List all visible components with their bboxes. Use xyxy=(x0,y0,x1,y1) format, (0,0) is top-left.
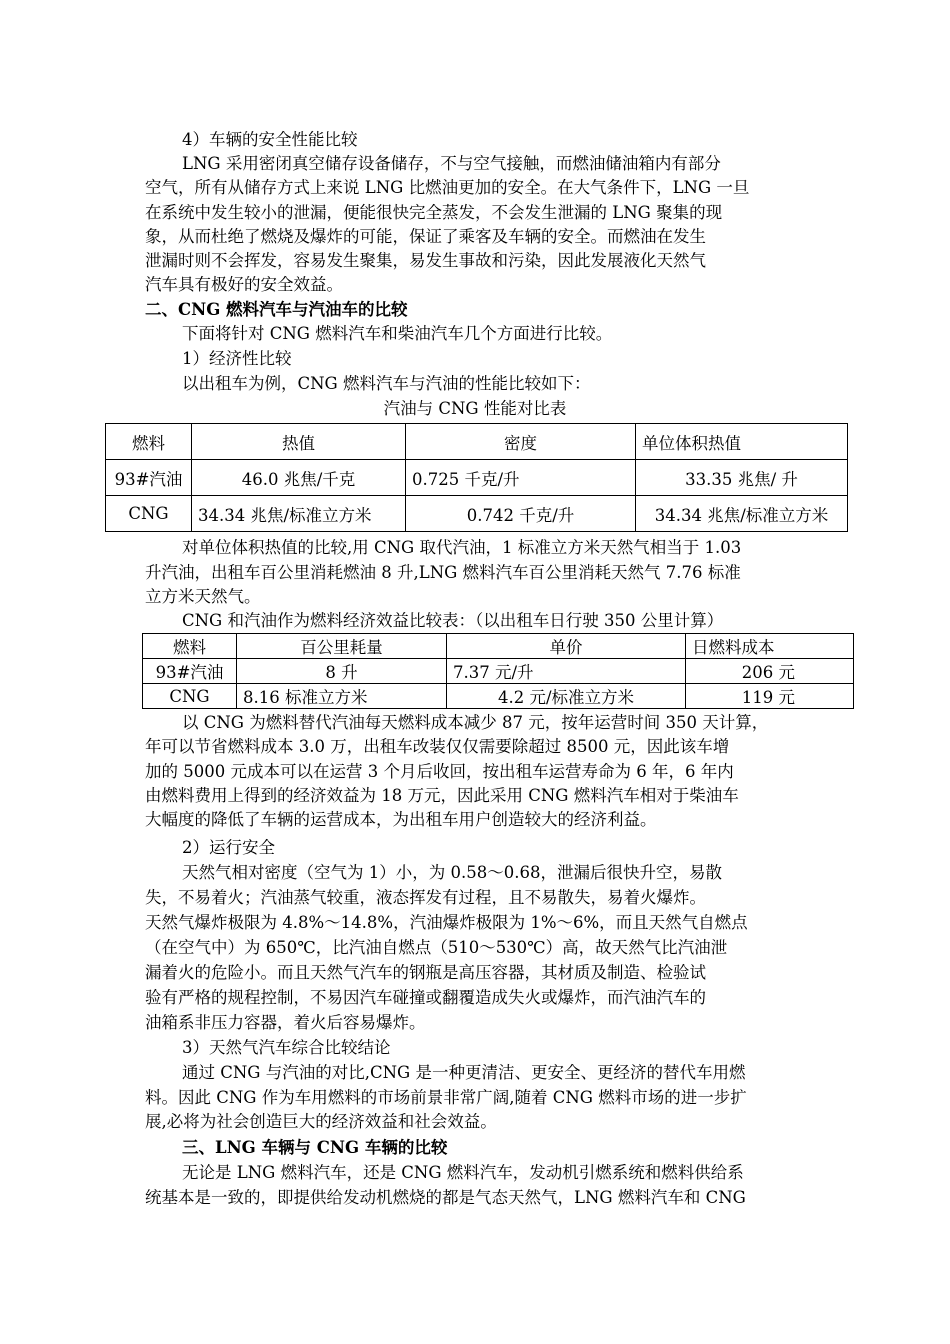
paragraph-line: 大幅度的降低了车辆的运营成本，为出租车用户创造较大的经济利益。 xyxy=(145,810,657,829)
paragraph-line: 以出租车为例，CNG 燃料汽车与汽油的性能比较如下： xyxy=(182,374,591,393)
paragraph-line: 漏着火的危险小。而且天然气汽车的钢瓶是高压容器，其材质及制造、检验试 xyxy=(145,963,706,982)
economic-comparison-table xyxy=(142,633,854,709)
table-cell: 93#汽油 xyxy=(143,659,237,684)
paragraph-line: 由燃料费用上得到的经济效益为 18 万元，因此采用 CNG 燃料汽车相对于柴油车 xyxy=(145,786,739,805)
section-title: 二、CNG 燃料汽车与汽油车的比较 xyxy=(145,300,408,319)
paragraph-line: 通过 CNG 与汽油的对比,CNG 是一种更清洁、更安全、更经济的替代车用燃 xyxy=(182,1063,746,1082)
paragraph-line: 天然气爆炸极限为 4.8%～14.8%，汽油爆炸极限为 1%～6%，而且天然气自燃点 xyxy=(145,913,748,932)
subheading-conclusion: 3）天然气汽车综合比较结论 xyxy=(182,1038,391,1057)
table-header-row xyxy=(143,634,854,659)
table-cell: 119 元 xyxy=(686,684,854,709)
paragraph-line: 验有严格的规程控制，不易因汽车碰撞或翻覆造成失火或爆炸，而汽油汽车的 xyxy=(145,988,706,1007)
paragraph-line: LNG 采用密闭真空储存设备储存，不与空气接触，而燃油储油箱内有部分 xyxy=(182,154,721,173)
table-row xyxy=(106,460,848,496)
paragraph-line: 油箱系非压力容器，着火后容易爆炸。 xyxy=(145,1013,426,1032)
paragraph-line: 无论是 LNG 燃料汽车，还是 CNG 燃料汽车，发动机引燃系统和燃料供给系 xyxy=(182,1163,744,1182)
paragraph-line: 展,必将为社会创造巨大的经济效益和社会效益。 xyxy=(145,1112,497,1131)
table-row xyxy=(143,684,854,709)
table-cell: 0.725 千克/升 xyxy=(406,460,636,496)
table-cell: CNG xyxy=(106,496,192,532)
paragraph-line: 升汽油，出租车百公里消耗燃油 8 升,LNG 燃料汽车百公里消耗天然气 7.76 标准 xyxy=(145,563,741,582)
table-cell: 8 升 xyxy=(237,659,447,684)
table-header-row xyxy=(106,424,848,460)
table-header-cell: 燃料 xyxy=(106,424,192,460)
table-cell: 46.0 兆焦/千克 xyxy=(192,460,406,496)
paragraph-line: 年可以节省燃料成本 3.0 万，出租车改装仅仅需要除超过 8500 元，因此该车增 xyxy=(145,737,730,756)
paragraph-line: 天然气相对密度（空气为 1）小，为 0.58～0.68，泄漏后很快升空，易散 xyxy=(182,863,722,882)
table-header-cell: 单位体积热值 xyxy=(636,424,848,460)
paragraph-line: 汽车具有极好的安全效益。 xyxy=(145,275,343,294)
paragraph-line: 下面将针对 CNG 燃料汽车和柴油汽车几个方面进行比较。 xyxy=(182,324,613,343)
table-header-cell: 日燃料成本 xyxy=(686,634,854,659)
table-row xyxy=(106,496,848,532)
table-caption: 汽油与 CNG 性能对比表 xyxy=(383,399,567,418)
table-row xyxy=(143,659,854,684)
table-header-cell: 百公里耗量 xyxy=(237,634,447,659)
table-header-cell: 热值 xyxy=(192,424,406,460)
table-caption: CNG 和汽油作为燃料经济效益比较表：（以出租车日行驶 350 公里计算） xyxy=(182,611,724,630)
paragraph-line: 泄漏时则不会挥发，容易发生聚集，易发生事故和污染，因此发展液化天然气 xyxy=(145,251,706,270)
section-title: 三、LNG 车辆与 CNG 车辆的比较 xyxy=(182,1138,448,1157)
paragraph-line: 加的 5000 元成本可以在运营 3 个月后收回，按出租车运营寿命为 6 年，6 年内 xyxy=(145,762,734,781)
table-cell: 33.35 兆焦/ 升 xyxy=(636,460,848,496)
table-cell: 206 元 xyxy=(686,659,854,684)
paragraph-line: 空气，所有从储存方式上来说 LNG 比燃油更加的安全。在大气条件下，LNG 一旦 xyxy=(145,178,750,197)
paragraph-line: 料。因此 CNG 作为车用燃料的市场前景非常广阔,随着 CNG 燃料市场的进一步扩 xyxy=(145,1088,747,1107)
table-header-cell: 密度 xyxy=(406,424,636,460)
paragraph-line: （在空气中）为 650℃，比汽油自燃点（510～530℃）高，故天然气比汽油泄 xyxy=(145,938,728,957)
subheading-safety: 4）车辆的安全性能比较 xyxy=(182,130,358,149)
table-cell: 34.34 兆焦/标准立方米 xyxy=(636,496,848,532)
table-cell: 8.16 标准立方米 xyxy=(237,684,447,709)
paragraph-line: 对单位体积热值的比较,用 CNG 取代汽油，1 标准立方米天然气相当于 1.03 xyxy=(182,538,742,557)
paragraph-line: 以 CNG 为燃料替代汽油每天燃料成本减少 87 元，按年运营时间 350 天计算， xyxy=(182,713,769,732)
table-header-cell: 燃料 xyxy=(143,634,237,659)
performance-comparison-table xyxy=(105,423,848,532)
paragraph-line: 失，不易着火；汽油蒸气较重，液态挥发有过程，且不易散失，易着火爆炸。 xyxy=(145,888,706,907)
table-cell: 7.37 元/升 xyxy=(447,659,686,684)
paragraph-line: 统基本是一致的，即提供给发动机燃烧的都是气态天然气，LNG 燃料汽车和 CNG xyxy=(145,1188,746,1207)
subheading-economy: 1）经济性比较 xyxy=(182,349,292,368)
table-cell: 34.34 兆焦/标准立方米 xyxy=(192,496,406,532)
paragraph-line: 立方米天然气。 xyxy=(145,587,261,606)
paragraph-line: 在系统中发生较小的泄漏，便能很快完全蒸发，不会发生泄漏的 LNG 聚集的现 xyxy=(145,203,723,222)
table-cell: 93#汽油 xyxy=(106,460,192,496)
table-cell: 4.2 元/标准立方米 xyxy=(447,684,686,709)
table-cell: 0.742 千克/升 xyxy=(406,496,636,532)
table-header-cell: 单价 xyxy=(447,634,686,659)
subheading-operation-safety: 2）运行安全 xyxy=(182,838,275,857)
paragraph-line: 象，从而杜绝了燃烧及爆炸的可能，保证了乘客及车辆的安全。而燃油在发生 xyxy=(145,227,706,246)
table-cell: CNG xyxy=(143,684,237,709)
